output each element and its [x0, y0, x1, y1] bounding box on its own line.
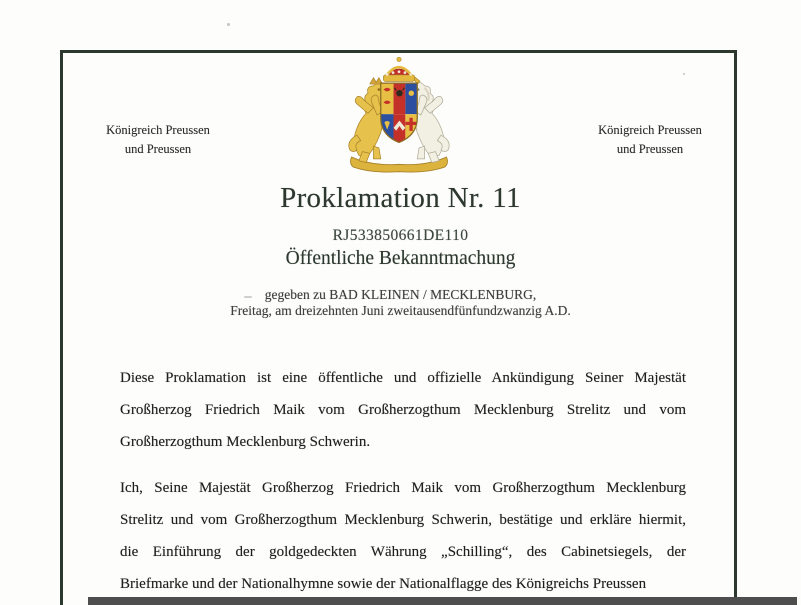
- issued-date-line: Freitag, am dreizehnten Juni zweitausendfünfundzwanzig A.D.: [230, 303, 571, 318]
- paragraph-1: [120, 362, 686, 458]
- issuer-right-line2: und Preussen: [616, 142, 684, 157]
- registration-number: RJ533850661DE110: [332, 227, 469, 244]
- issuer-left-line2: und Preussen: [124, 142, 192, 157]
- scan-speck: [683, 73, 685, 75]
- paragraph-line: Ich, Seine Majestät Großherzog Friedrich Maik vom Großherzogthum Mecklenburg: [120, 480, 686, 496]
- proclamation-title: Proklamation Nr. 11: [280, 182, 521, 214]
- scan-speck: [244, 296, 252, 298]
- paragraph-line: Großherzog Friedrich Maik vom Großherzogthum Mecklenburg Strelitz und vom: [120, 402, 686, 418]
- issuer-left-line1: Königreich Preussen: [106, 123, 210, 137]
- proclamation-subtitle: Öffentliche Bekanntmachung: [285, 248, 516, 269]
- issuer-label-right: [575, 121, 725, 160]
- issuer-right-line1: Königreich Preussen: [598, 123, 702, 137]
- issuer-label-left: [83, 121, 233, 160]
- paragraph-line: Strelitz und vom Großherzogthum Mecklenburg Schwerin, bestätige und erkläre hiermit,: [120, 512, 686, 528]
- issued-place-line: gegeben zu BAD KLEINEN / MECKLENBURG,: [264, 287, 537, 302]
- paragraph-line: Diese Proklamation ist eine öffentliche und offizielle Ankündigung Seiner Majestät: [120, 370, 686, 386]
- scan-edge-band: [88, 597, 797, 605]
- scan-speck: [227, 23, 230, 26]
- paragraph-line: Großherzogthum Mecklenburg Schwerin.: [120, 434, 371, 450]
- royal-coat-of-arms-icon: [326, 56, 472, 176]
- paragraph-2: [120, 472, 686, 600]
- paragraph-line: die Einführung der goldgedeckten Währung „Schilling“, des Cabinetsiegels, der: [120, 544, 686, 560]
- paragraph-line: Briefmarke und der Nationalhymne sowie der Nationalflagge des Königreichs Preussen: [120, 576, 647, 592]
